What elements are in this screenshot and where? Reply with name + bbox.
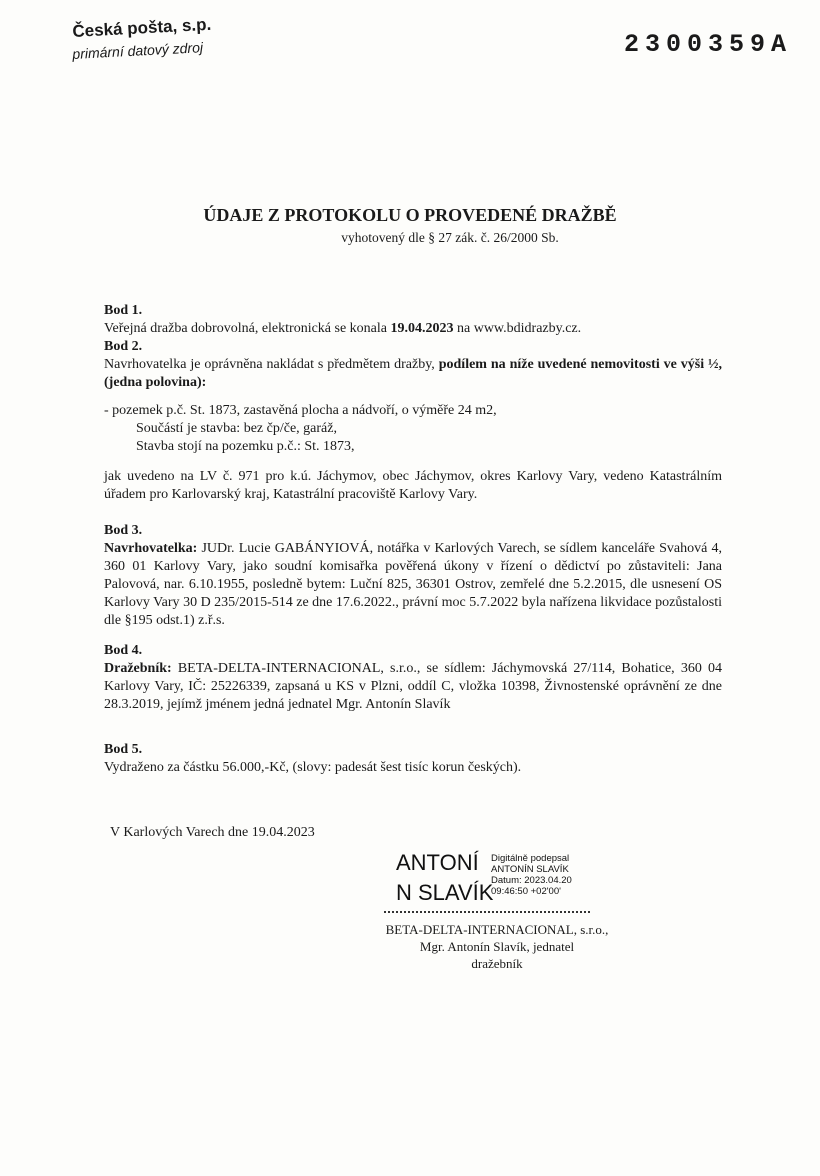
- bod-3-role: Navrhovatelka:: [104, 541, 198, 556]
- bod-2-share: podílem na níže uvedené nemovitosti ve výši ½, (jedna polovina):: [104, 357, 723, 390]
- bod-2-intro: [104, 356, 722, 392]
- section-bod-3: [104, 522, 722, 630]
- property-subline-2: Stavba stojí na pozemku p.č.: St. 1873,: [136, 439, 355, 454]
- signature-line: [384, 911, 590, 913]
- property-item: - pozemek p.č. St. 1873, zastavěná plocha a nádvoří, o výměře 24 m2,: [104, 403, 497, 418]
- section-bod-4: [104, 642, 722, 714]
- bod-3-text: [104, 540, 722, 630]
- bod-3-body: JUDr. Lucie GABÁNYIOVÁ, notářka v Karlových Varech, se sídlem kanceláře Svahová 4, 360 01 Karlovy Vary, jako soudní komisařka pověřená úkony v řízení o dědictví po zůstaviteli: Jana Palovová, nar. 6.10.1955, posledně bytem: Luční 825, 36301 Ostrov, zemřelé dne 5.2.2015, dle usnesení OS Karlovy Vary 30 D 235/2015-514 ze dne 17.6.2022., právní moc 5.7.2022 byla nařízena likvidace pozůstalosti dle §195 odst.1) z.ř.s.: [104, 541, 722, 628]
- bod-4-role: Dražebník:: [104, 661, 172, 676]
- bod-1-text-a: Veřejná dražba dobrovolná, elektronická se konala: [104, 321, 391, 336]
- signatory-block: [372, 921, 622, 972]
- signatory-person: Mgr. Antonín Slavík, jednatel: [419, 939, 575, 954]
- signatory-company: BETA-DELTA-INTERNACIONAL, s.r.o.,: [385, 922, 609, 937]
- signatory-role: dražebník: [471, 956, 523, 971]
- place-and-date: V Karlových Varech dne 19.04.2023: [110, 825, 315, 840]
- bod-3-label: Bod 3.: [104, 523, 143, 538]
- signature-name-line-1: ANTONÍ: [396, 850, 479, 875]
- auction-date: 19.04.2023: [390, 321, 454, 336]
- bod-2-label: Bod 2.: [104, 339, 143, 354]
- signature-info-line-3: Datum: 2023.04.20: [491, 875, 572, 886]
- signature-name-line-2: N SLAVÍK: [396, 880, 494, 905]
- bod-1-text: [104, 320, 722, 338]
- signature-info-line-4: 09:46:50 +02'00': [491, 886, 561, 897]
- bod-5-label: Bod 5.: [104, 742, 143, 757]
- postal-stamp-subtitle: primární datový zdroj: [72, 39, 204, 62]
- section-bod-2: [104, 338, 722, 392]
- document-number: 2300359A: [623, 30, 792, 59]
- signature-info-line-2: ANTONÍN SLAVÍK: [491, 864, 569, 875]
- bod-4-text: [104, 660, 722, 714]
- bod-2-text-a: Navrhovatelka je oprávněna nakládat s předmětem dražby,: [104, 357, 439, 372]
- bod-2-registry: jak uvedeno na LV č. 971 pro k.ú. Jáchymov, obec Jáchymov, okres Karlovy Vary, vedeno Katastrálním úřadem pro Karlovarský kraj, Katastrální pracoviště Karlovy Vary.: [104, 469, 722, 502]
- digital-signature-name: [396, 848, 493, 908]
- bod-1-label: Bod 1.: [104, 303, 143, 318]
- section-bod-5: [104, 741, 722, 777]
- document-subtitle: vyhotovený dle § 27 zák. č. 26/2000 Sb.: [341, 230, 559, 245]
- bod-4-body: BETA-DELTA-INTERNACIONAL, s.r.o., se sídlem: Jáchymovská 27/114, Bohatice, 360 04 Karlovy Vary, IČ: 25226339, zapsaná u KS v Plzni, oddíl C, vložka 10398, Živnostenské oprávnění ze dne 28.3.2019, jejímž jménem jedná jednatel Mgr. Antonín Slavík: [104, 661, 722, 712]
- digital-signature-info: [491, 853, 572, 897]
- property-list: [104, 402, 722, 456]
- signature-info-line-1: Digitálně podepsal: [491, 853, 570, 864]
- document-title: ÚDAJE Z PROTOKOLU O PROVEDENÉ DRAŽBĚ: [203, 205, 617, 225]
- postal-stamp-title: Česká pošta, s.p.: [72, 14, 212, 41]
- bod-1-text-b: na www.bdidrazby.cz.: [453, 321, 582, 336]
- property-subline-1: Součástí je stavba: bez čp/če, garáž,: [136, 421, 337, 436]
- bod-5-text: Vydraženo za částku 56.000,-Kč, (slovy: padesát šest tisíc korun českých).: [104, 760, 522, 775]
- section-bod-1: [104, 302, 722, 338]
- bod-4-label: Bod 4.: [104, 643, 143, 658]
